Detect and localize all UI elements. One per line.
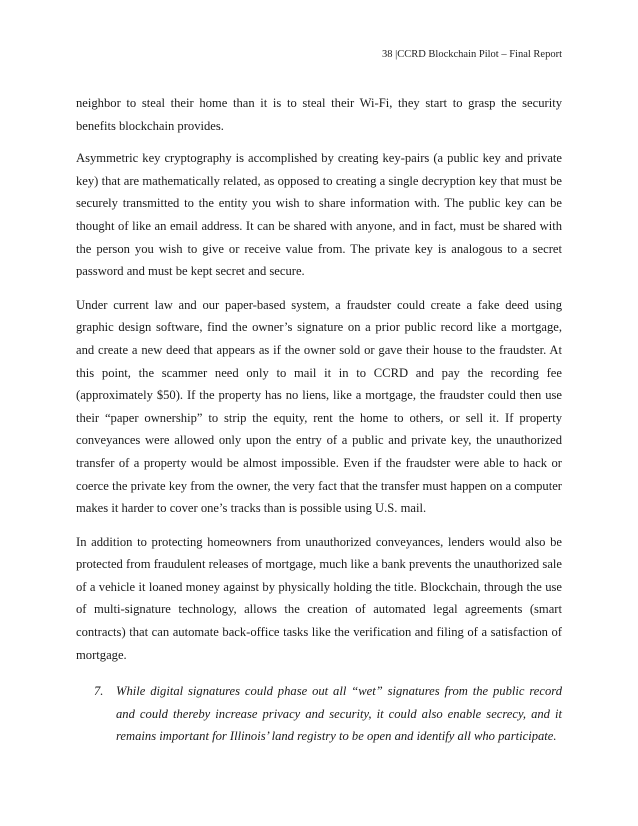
paragraph-fraud-scenario: Under current law and our paper-based system, a fraudster could create a fake deed using graphic design software, find the owner’s signature on a prior public record like a mortgage, and create a new deed that appears as if the owner sold or gave their house to the fraudster. At this point, the scammer need only to mail it in to CCRD and pay the recording fee (approximately $50). If the property has no liens, like a mortgage, the fraudster could then use their “paper ownership” to strip the equity, rent the home to others, or sell it. If property conveyances were allowed only upon the entry of a public and private key, the unauthorized transfer of a property would be almost impossible. Even if the fraudster were able to hack or coerce the private key from the owner, the very fact that the transfer must happen on a computer makes it harder to cover one’s tracks than is possible using U.S. mail. [76, 297, 562, 516]
page-number: 38 [381, 49, 393, 60]
running-header [382, 49, 562, 60]
report-title: CCRD Blockchain Pilot – Final Report [397, 49, 562, 60]
numbered-list-item [76, 680, 562, 748]
paragraph-continuation: neighbor to steal their home than it is to steal their Wi-Fi, they start to grasp the security benefits blockchain provides. [76, 96, 562, 133]
header-separator: | [395, 49, 398, 60]
paragraph-asymmetric-cryptography: Asymmetric key cryptography is accomplished by creating key-pairs (a public key and private key) that are mathematically related, as opposed to creating a single decryption key that must be securely transmitted to the entity you wish to share information with. The public key can be thought of like an email address. It can be shared with anyone, and in fact, must be shared with the person you wish to give or receive value from. The private key is analogous to a secret password and must be kept secret and secure. [76, 151, 562, 279]
paragraph-lender-protection: In addition to protecting homeowners from unauthorized conveyances, lenders would also be protected from fraudulent releases of mortgage, much like a bank prevents the unauthorized sale of a vehicle it loaned money against by physically holding the title. Blockchain, through the use of multi-signature technology, allows the creation of automated legal agreements (smart contracts) that can automate back-office tasks like the verification and filing of a satisfaction of mortgage. [76, 534, 562, 662]
list-item-number: 7. [94, 684, 104, 698]
list-item-text: While digital signatures could phase out all “wet” signatures from the public record and could thereby increase privacy and security, it could also enable secrecy, and it remains important for Illinois’ land registry to be open and identify all who participate. [116, 684, 562, 744]
body-text [76, 92, 562, 677]
